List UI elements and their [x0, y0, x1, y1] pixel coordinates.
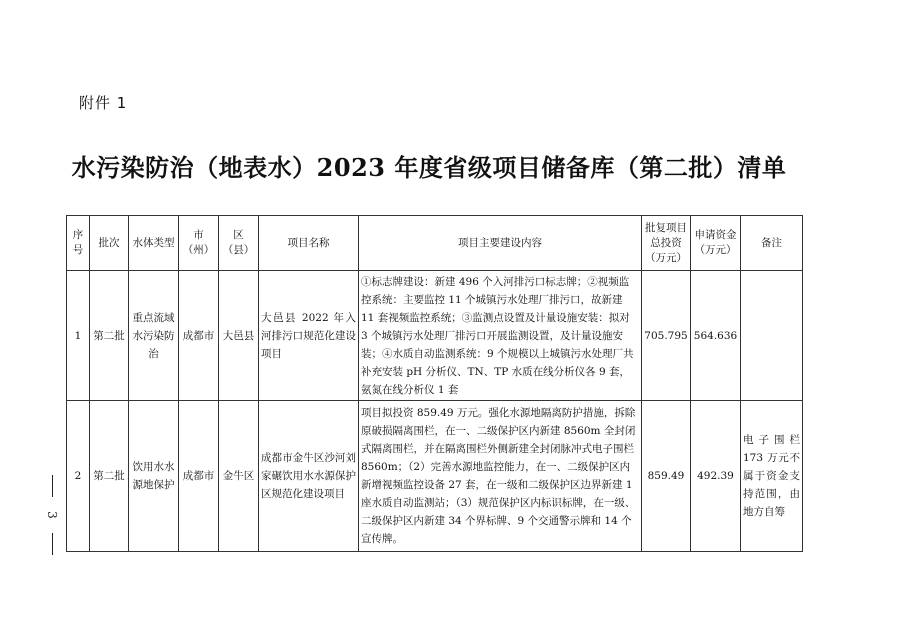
- cell-batch: 第二批: [90, 401, 129, 552]
- header-investment: 批复项目总投资（万元）: [642, 216, 691, 271]
- table-header-row: [67, 216, 803, 271]
- cell-district: 金牛区: [219, 401, 259, 552]
- cell-investment: 705.795: [642, 271, 691, 401]
- header-district: 区（县）: [219, 216, 259, 271]
- table-row: [67, 401, 803, 552]
- cell-district: 大邑县: [219, 271, 259, 401]
- cell-funding: 564.636: [691, 271, 741, 401]
- cell-city: 成都市: [179, 271, 219, 401]
- cell-investment: 859.49: [642, 401, 691, 552]
- cell-batch: 第二批: [90, 271, 129, 401]
- page-number: [44, 475, 60, 555]
- header-remarks: 备注: [741, 216, 803, 271]
- header-content: 项目主要建设内容: [359, 216, 642, 271]
- cell-content: 项目拟投资 859.49 万元。强化水源地隔离防护措施，拆除原破损隔离围栏，在一、二级保护区内新建 8560m 全封闭式隔离围栏，并在隔离围栏外侧新建全封闭脉冲式电子围栏 8560m；（2）完善水源地监控能力，在一、二级保护区内新增视频监控设备 27 套，在一级和二级保护区边界新建 1 座水质自动监测站；（3）规范保护区内标识标牌，在一级、二级保护区内新建 34 个界标牌、9 个交通警示牌和 14 个宣传牌。: [359, 401, 642, 552]
- page-number-dash-top: [52, 475, 53, 497]
- header-batch: 批次: [90, 216, 129, 271]
- header-funding: 申请资金（万元）: [691, 216, 741, 271]
- cell-city: 成都市: [179, 401, 219, 552]
- header-water-type: 水体类型: [129, 216, 179, 271]
- document-title: 水污染防治（地表水）2023 年度省级项目储备库（第二批）清单: [71, 153, 787, 182]
- cell-content: ①标志牌建设：新建 496 个入河排污口标志牌；②视频监控系统：主要监控 11 个城镇污水处理厂排污口，故新建 11 套视频监控系统；③监测点设置及计量设施安装：拟对 3 个城镇污水处理厂排污口开展监测设置，及计量设施安装；④水质自动监测系统：9 个规模以上城镇污水处理厂共补充安装 pH 分析仪、TN、TP 水质在线分析仪各 9 套，氨氮在线分析仪 1 套: [359, 271, 642, 401]
- header-city: 市（州）: [179, 216, 219, 271]
- project-list-table: [66, 215, 803, 552]
- cell-index: 1: [67, 271, 90, 401]
- cell-funding: 492.39: [691, 401, 741, 552]
- cell-project-name: 大邑县 2022 年入河排污口规范化建设项目: [259, 271, 359, 401]
- cell-remarks: [741, 271, 803, 401]
- header-index: 序号: [67, 216, 90, 271]
- header-project-name: 项目名称: [259, 216, 359, 271]
- table-row: [67, 271, 803, 401]
- page-number-dash-bottom: [52, 533, 53, 555]
- cell-water-type: 重点流域水污染防治: [129, 271, 179, 401]
- attachment-label: 附件 1: [79, 94, 128, 112]
- page-number-value: 3: [44, 511, 59, 519]
- cell-water-type: 饮用水水源地保护: [129, 401, 179, 552]
- cell-remarks: 电子围栏 173 万元不属于资金支持范围，由地方自筹: [741, 401, 803, 552]
- cell-project-name: 成都市金牛区沙河刘家碾饮用水水源保护区规范化建设项目: [259, 401, 359, 552]
- cell-index: 2: [67, 401, 90, 552]
